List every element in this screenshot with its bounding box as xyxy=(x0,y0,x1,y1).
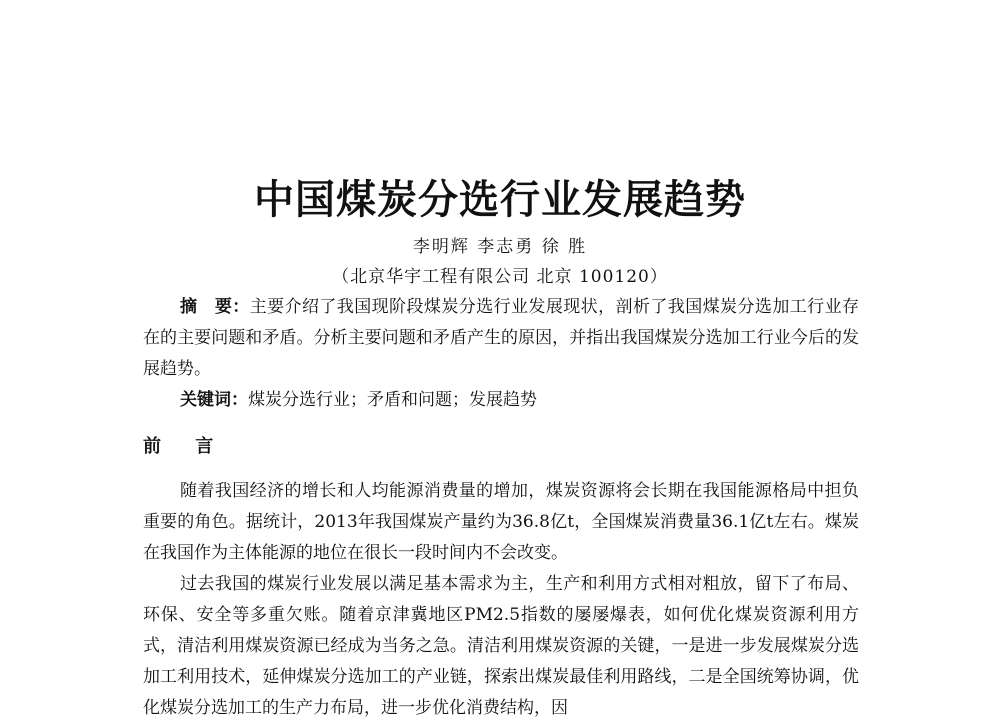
body-text xyxy=(143,476,859,724)
keywords-label: 关键词： xyxy=(180,390,248,410)
paper-title: 中国煤炭分选行业发展趋势 xyxy=(254,177,746,223)
paragraph: 随着我国经济的增长和人均能源消费量的增加，煤炭资源将会长期在我国能源格局中担负重要的角色。据统计，2013年我国煤炭产量约为36.8亿t，全国煤炭消费量36.1亿t左右。煤炭在我国作为主体能源的地位在很长一段时间内不会改变。 xyxy=(143,481,859,563)
abstract xyxy=(143,292,859,385)
keywords-text: 煤炭分选行业；矛盾和问题；发展趋势 xyxy=(248,390,537,410)
paper-authors: 李明辉 李志勇 徐 胜 xyxy=(412,237,588,257)
abstract-text: 主要介绍了我国现阶段煤炭分选行业发展现状，剖析了我国煤炭分选加工行业存在的主要问题和矛盾。分析主要问题和矛盾产生的原因，并指出我国煤炭分选加工行业今后的发展趋势。 xyxy=(143,297,860,379)
abstract-label: 摘 要： xyxy=(180,297,250,317)
section-heading: 前 言 xyxy=(143,436,228,457)
keywords xyxy=(180,385,860,416)
paragraph: 过去我国的煤炭行业发展以满足基本需求为主，生产和利用方式相对粗放，留下了布局、环保、安全等多重欠账。随着京津冀地区PM2.5指数的屡屡爆表，如何优化煤炭资源利用方式，清洁利用煤炭资源已经成为当务之急。清洁利用煤炭资源的关键，一是进一步发展煤炭分选加工利用技术，延伸煤炭分选加工的产业链，探索出煤炭最佳利用路线，二是全国统筹协调，优化煤炭分选加工的生产力布局，进一步优化消费结构，因 xyxy=(143,574,859,718)
paper-affiliation: （北京华宇工程有限公司 北京 100120） xyxy=(332,267,668,287)
